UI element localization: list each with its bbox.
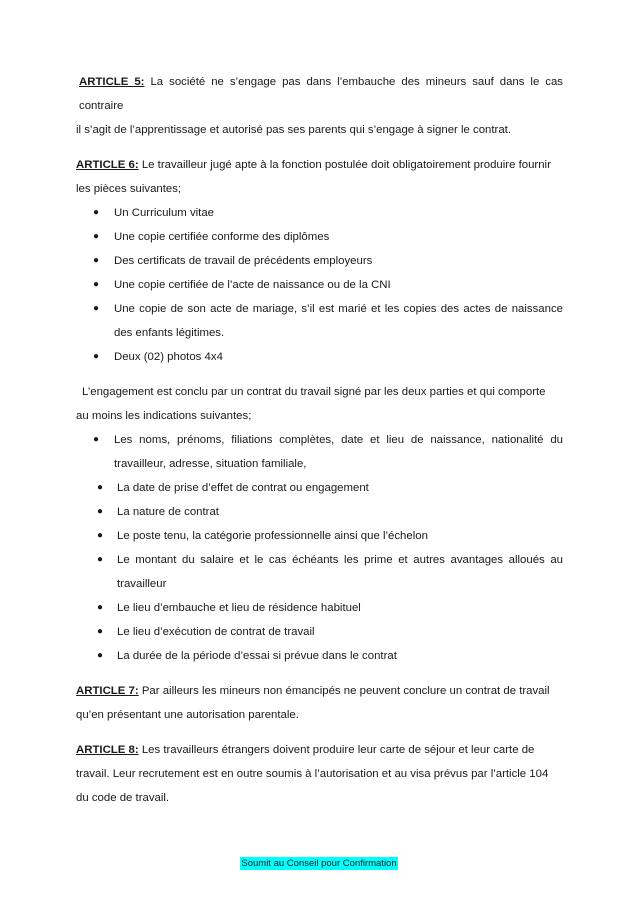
list-item: ● Le lieu d’exécution de contrat de travail (76, 620, 563, 644)
engagement-intro-1: L’engagement est conclu par un contrat du travail signé par les deux parties et qui comporte (82, 386, 546, 398)
engagement-paragraph (76, 380, 563, 428)
list-item: ● Une copie de son acte de mariage, s’il est marié et les copies des actes de naissance des enfants légitimes. (76, 297, 563, 345)
article-7-text-2: qu’en présentant une autorisation parentale. (76, 709, 299, 721)
list-item: ● La durée de la période d’essai si prévue dans le contrat (76, 644, 563, 668)
list-item: ● La nature de contrat (76, 500, 563, 524)
footer-highlight-text: Soumit au Conseil pour Confirmation (241, 858, 397, 869)
list-item: ● Le poste tenu, la catégorie professionnelle ainsi que l’échelon (76, 524, 563, 548)
bullet-icon: ● (93, 207, 100, 218)
engagement-list (76, 428, 563, 668)
bullet-icon: ● (93, 434, 100, 445)
article-7-paragraph (76, 679, 563, 727)
article-7-text-1: Par ailleurs les mineurs non émancipés ne peuvent conclure un contrat de travail (138, 685, 550, 697)
bullet-icon: ● (97, 506, 104, 517)
bullet-icon: ● (93, 303, 100, 314)
article-5-text-2: il s’agit de l’apprentissage et autorisé pas ses parents qui s’engage à signer le contrat. (76, 124, 512, 136)
footer (0, 853, 638, 871)
article-8-text-2: travail. Leur recrutement est en outre soumis à l’autorisation et au visa prévus par l’article 104 (76, 768, 549, 780)
article-6-list (76, 201, 563, 369)
bullet-icon: ● (93, 279, 100, 290)
article-8-label: ARTICLE 8: (76, 744, 139, 756)
bullet-icon: ● (97, 602, 104, 613)
list-item: ● Deux (02) photos 4x4 (76, 345, 563, 369)
bullet-icon: ● (97, 554, 104, 565)
article-5-label: ARTICLE 5: (79, 76, 145, 88)
bullet-icon: ● (93, 255, 100, 266)
article-7-label: ARTICLE 7: (76, 685, 139, 697)
list-item: ● Des certificats de travail de précédents employeurs (76, 249, 563, 273)
article-5-paragraph (76, 70, 563, 142)
list-item: ● Une copie certifiée de l’acte de naissance ou de la CNI (76, 273, 563, 297)
article-6-text-1: Le travailleur jugé apte à la fonction postulée doit obligatoirement produire fournir (138, 159, 551, 171)
bullet-icon: ● (93, 231, 100, 242)
bullet-icon: ● (97, 530, 104, 541)
bullet-icon: ● (93, 351, 100, 362)
bullet-icon: ● (97, 626, 104, 637)
document-body (76, 70, 563, 810)
bullet-icon: ● (97, 482, 104, 493)
list-item: ● Le lieu d’embauche et lieu de résidence habituel (76, 596, 563, 620)
engagement-intro-2: au moins les indications suivantes; (76, 410, 252, 422)
list-item: ● Les noms, prénoms, filiations complètes, date et lieu de naissance, nationalité du travailleur, adresse, situation familiale, (76, 428, 563, 476)
article-8-paragraph (76, 738, 563, 810)
list-item: ● Le montant du salaire et le cas échéants les prime et autres avantages alloués au travailleur (76, 548, 563, 596)
article-6-label: ARTICLE 6: (76, 159, 139, 171)
list-item: ● Un Curriculum vitae (76, 201, 563, 225)
article-6-text-2: les pièces suivantes; (76, 183, 182, 195)
list-item: ● Une copie certifiée conforme des diplômes (76, 225, 563, 249)
list-item: ● La date de prise d’effet de contrat ou engagement (76, 476, 563, 500)
article-8-text-3: du code de travail. (76, 792, 170, 804)
bullet-icon: ● (97, 650, 104, 661)
article-6-paragraph (76, 153, 563, 201)
article-5-text-1: La société ne s’engage pas dans l’embauche des mineurs sauf dans le cas contraire (79, 76, 564, 112)
article-8-text-1: Les travailleurs étrangers doivent produire leur carte de séjour et leur carte de (138, 744, 535, 756)
